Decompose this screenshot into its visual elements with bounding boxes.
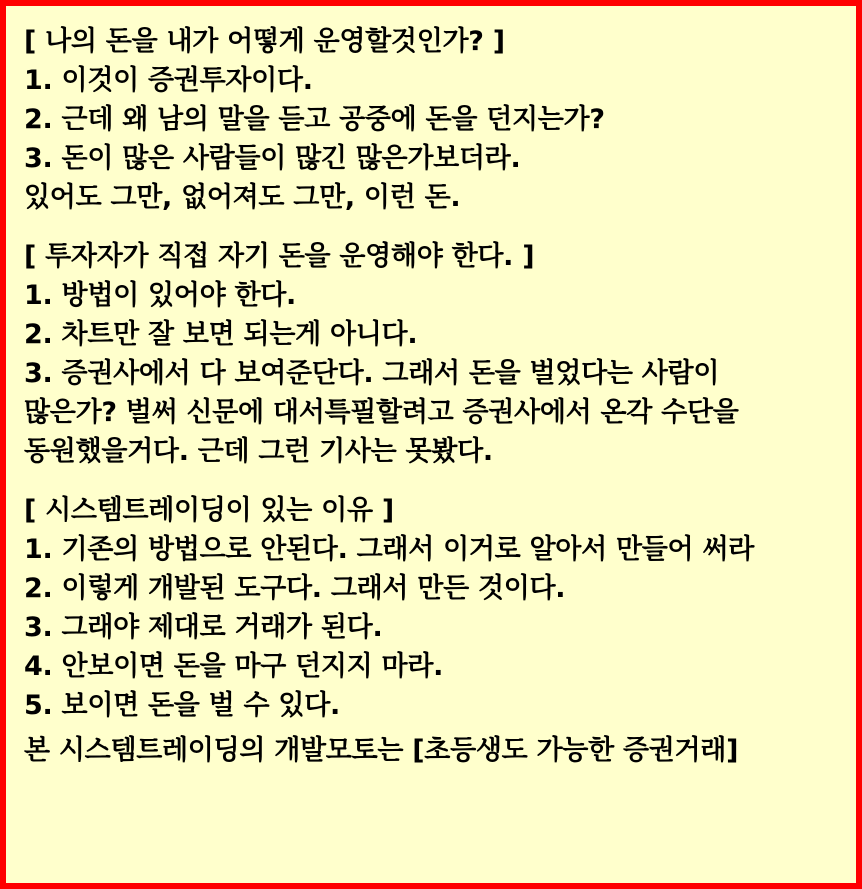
continuation-line: 동원했을거다. 근데 그런 기사는 못봤다.: [24, 436, 493, 467]
item-text: 차트만 잘 보면 되는게 아니다.: [52, 319, 418, 350]
item-text: 근데 왜 남의 말을 듣고 공중에 돈을 던지는가?: [52, 104, 605, 135]
item-number: 2.: [24, 573, 53, 604]
item-text: 이것이 증권투자이다.: [52, 65, 313, 96]
list-item: [24, 139, 844, 178]
item-text: 방법이 있어야 한다.: [52, 280, 296, 311]
note-content: [24, 22, 844, 770]
list-item: [24, 100, 844, 139]
item-number: 1.: [24, 280, 53, 311]
item-number: 5.: [24, 690, 53, 721]
section-spacer: [24, 471, 844, 491]
item-number: 4.: [24, 651, 53, 682]
item-text: 보이면 돈을 벌 수 있다.: [52, 690, 340, 721]
list-item: [24, 530, 844, 569]
item-text: 증권사에서 다 보여준단다. 그래서 돈을 벌었다는 사람이: [52, 358, 720, 389]
item-number: 3.: [24, 612, 53, 643]
section-heading-3: [ 시스템트레이딩이 있는 이유 ]: [24, 495, 394, 526]
item-text: 이렇게 개발된 도구다. 그래서 만든 것이다.: [52, 573, 566, 604]
list-item: [24, 276, 844, 315]
list-item: [24, 61, 844, 100]
list-item: [24, 686, 844, 725]
item-text: 안보이면 돈을 마구 던지지 마라.: [52, 651, 444, 682]
item-number: 1.: [24, 534, 53, 565]
item-text: 그래야 제대로 거래가 된다.: [52, 612, 383, 643]
item-number: 2.: [24, 104, 53, 135]
item-number: 1.: [24, 65, 53, 96]
continuation-line: 많은가? 벌써 신문에 대서특필할려고 증권사에서 온각 수단을: [24, 397, 739, 428]
continuation-line: 있어도 그만, 없어져도 그만, 이런 돈.: [24, 182, 461, 213]
section-heading-1: [ 나의 돈을 내가 어떻게 운영할것인가? ]: [24, 26, 505, 57]
item-text: 기존의 방법으로 안된다. 그래서 이거로 알아서 만들어 써라: [52, 534, 754, 565]
list-item: [24, 608, 844, 647]
motto-line: 본 시스템트레이딩의 개발모토는 [초등생도 가능한 증권거래]: [24, 735, 739, 766]
list-item: [24, 354, 844, 393]
item-number: 3.: [24, 143, 53, 174]
list-item: [24, 315, 844, 354]
item-number: 2.: [24, 319, 53, 350]
section-spacer: [24, 217, 844, 237]
list-item: [24, 647, 844, 686]
section-heading-2: [ 투자자가 직접 자기 돈을 운영해야 한다. ]: [24, 241, 535, 272]
item-number: 3.: [24, 358, 53, 389]
item-text: 돈이 많은 사람들이 많긴 많은가보더라.: [52, 143, 521, 174]
list-item: [24, 569, 844, 608]
